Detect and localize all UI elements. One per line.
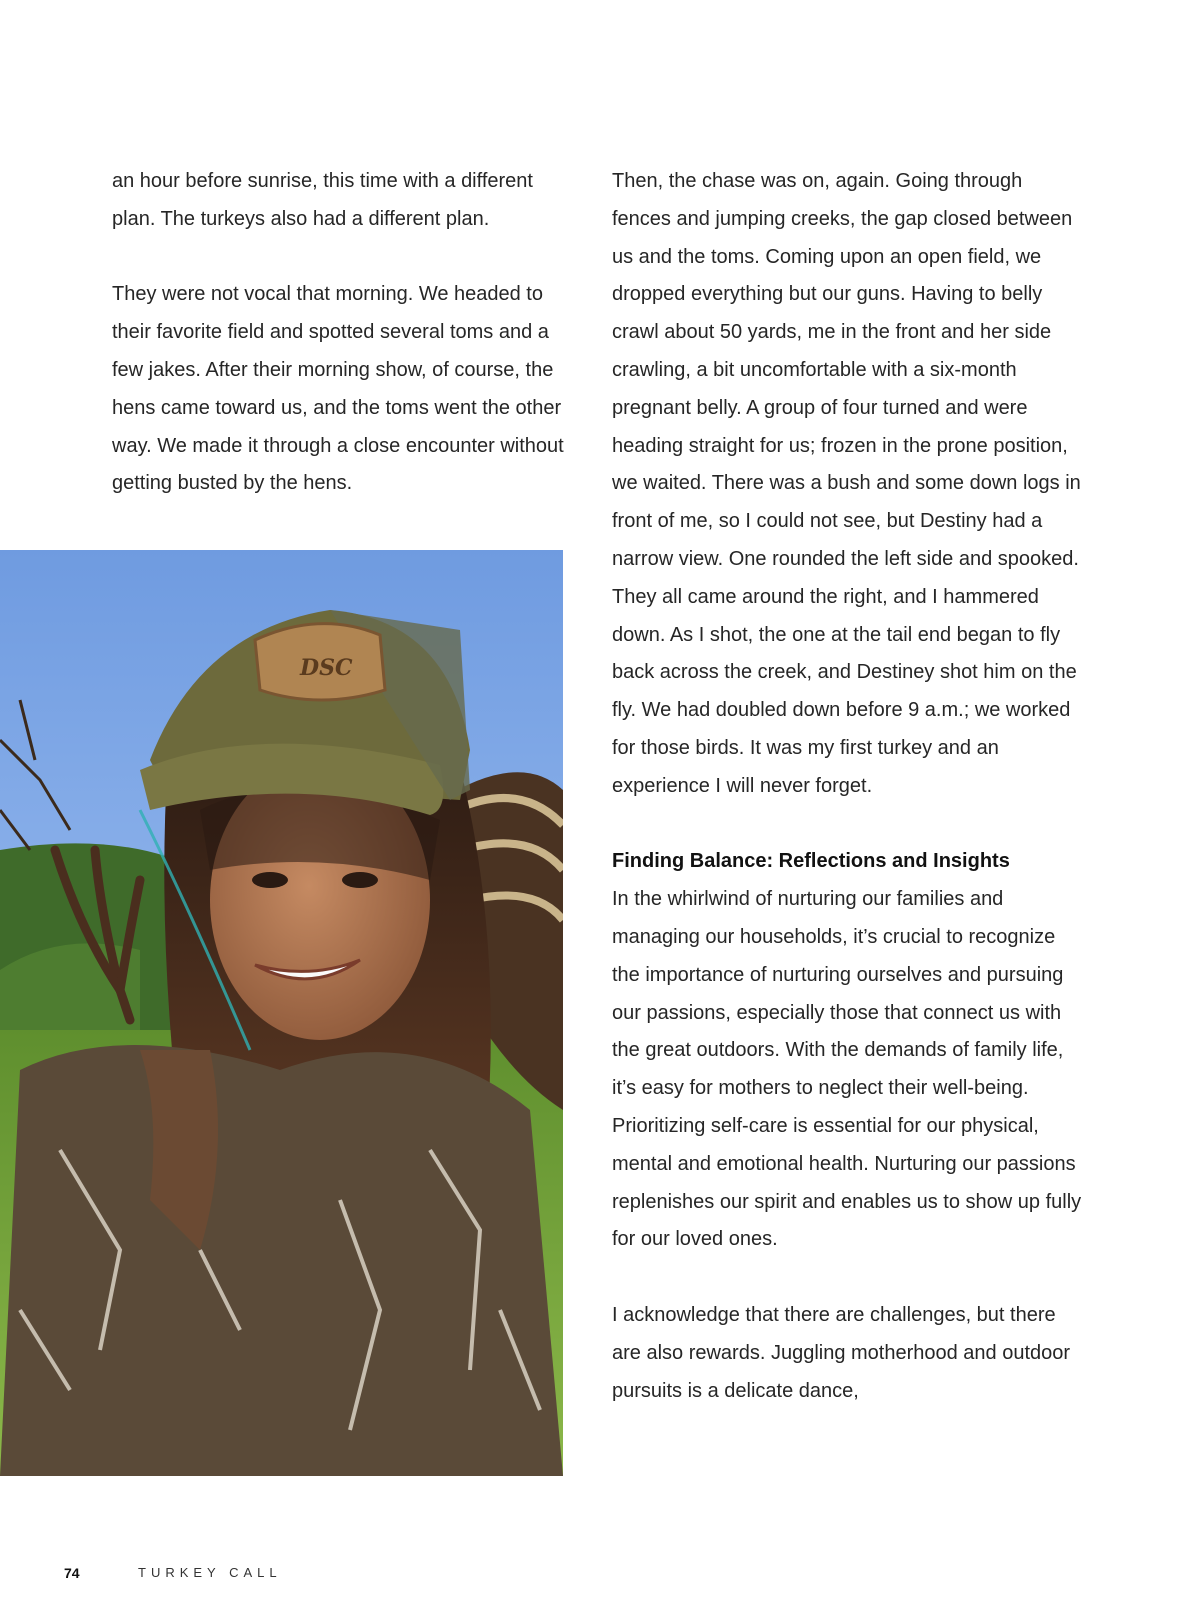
hunter-photo (0, 550, 563, 1476)
body-paragraph: They were not vocal that morning. We headed to their favorite field and spotted several toms and a few jakes. After their morning show, of course, the hens came toward us, and the toms went the other way. We made it through a close encounter without getting busted by the hens. (112, 283, 564, 495)
section-subheading: Finding Balance: Reflections and Insights (612, 850, 1010, 873)
body-paragraph: In the whirlwind of nurturing our families and managing our households, it’s crucial to recognize the importance of nurturing ourselves and pursuing our passions, especially those that connect us with the great outdoors. With the demands of family life, it’s easy for mothers to neglect their well-being. Prioritizing self-care is essential for our physical, mental and emotional health. Nurturing our passions replenishes our spirit and enables us to show up fully for our loved ones. (612, 888, 1082, 1251)
cap-patch-text: DSC (300, 655, 353, 681)
left-column (112, 163, 567, 503)
body-paragraph: Then, the chase was on, again. Going through fences and jumping creeks, the gap closed between us and the toms. Coming upon an open field, we dropped everything but our guns. Having to belly crawl about 50 yards, me in the front and her side crawling, a bit uncomfortable with a six-month pregnant belly. A group of four turned and were heading straight for us; frozen in the prone position, we waited. There was a bush and some down logs in front of me, so I could not see, but Destiny had a narrow view. One rounded the left side and spooked. They all came around the right, and I hammered down. As I shot, the one at the tail end began to fly back across the creek, and Destiney shot him on the fly. We had doubled down before 9 a.m.; we worked for those birds. It was my first turkey and an experience I will never forget. (612, 170, 1081, 797)
magazine-name: TURKEY CALL (138, 1565, 282, 1580)
page-number: 74 (64, 1565, 80, 1581)
section-block (612, 843, 1082, 1259)
body-paragraph: an hour before sunrise, this time with a different plan. The turkeys also had a different plan. (112, 170, 533, 230)
body-paragraph: I acknowledge that there are challenges, but there are also rewards. Juggling motherhood and outdoor pursuits is a delicate dance, (612, 1303, 1071, 1402)
right-column (612, 163, 1082, 1410)
